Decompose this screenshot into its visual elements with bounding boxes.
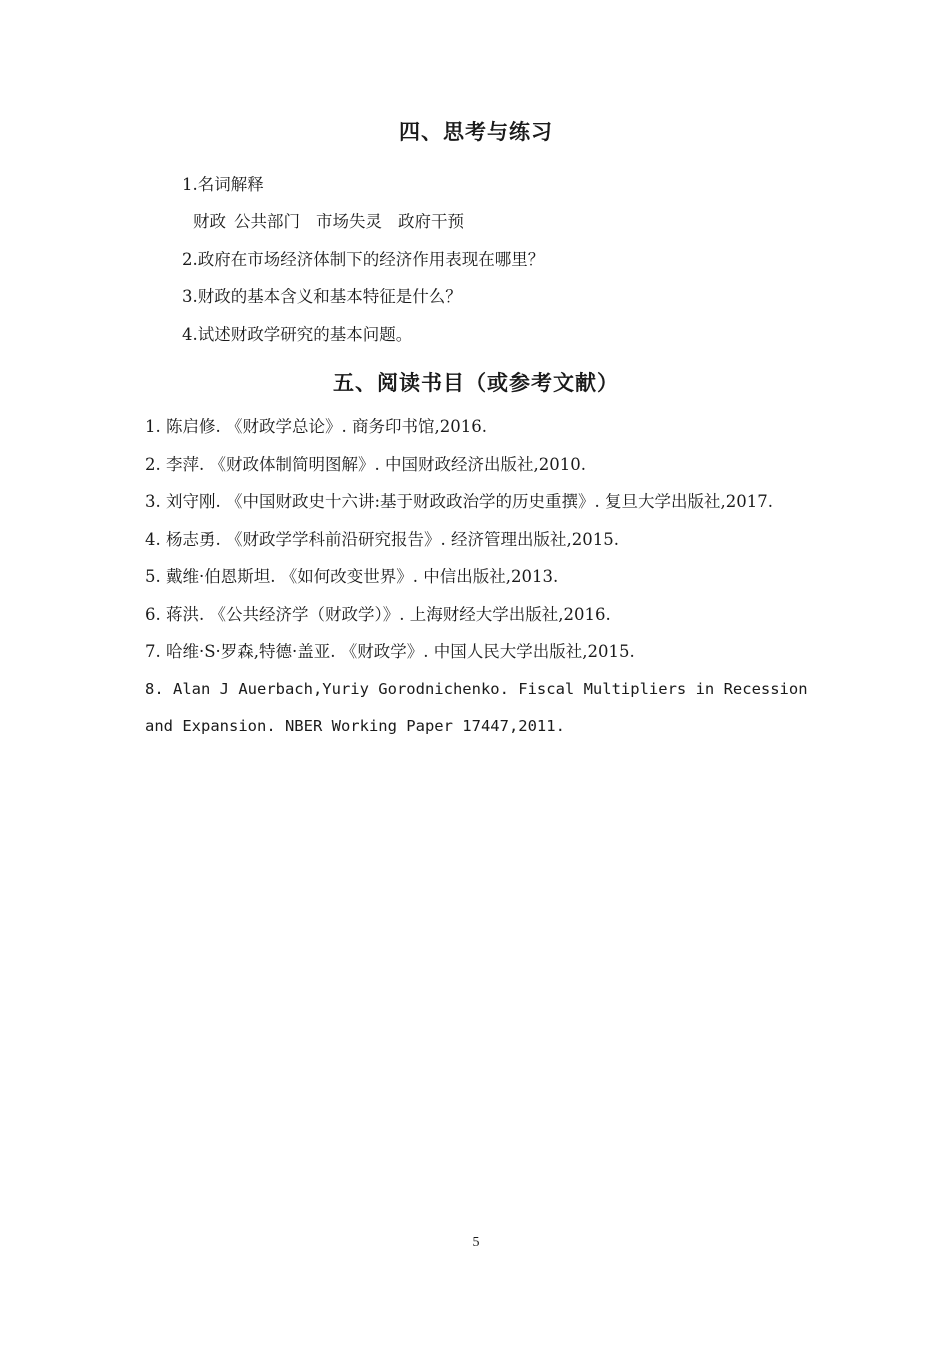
exercise-item: 1.名词解释 xyxy=(182,175,264,194)
reference-item: 2. 李萍. 《财政体制简明图解》. 中国财政经济出版社,2010. xyxy=(145,454,586,474)
reference-item: 8. Alan J Auerbach,Yuriy Gorodnichenko. Fiscal Multipliers in Recession and Expansion. NBER Working Paper 17447,2011. xyxy=(145,679,808,735)
page-number: 5 xyxy=(472,1235,480,1250)
exercise-item: 2.政府在市场经济体制下的经济作用表现在哪里？ xyxy=(182,249,545,269)
reference-list xyxy=(145,408,825,746)
reference-item: 7. 哈维·S·罗森,特德·盖亚. 《财政学》. 中国人民大学出版社,2015. xyxy=(145,642,635,661)
term-item: 财政 xyxy=(193,212,226,232)
reference-item: 6. 蒋洪. 《公共经济学（财政学）》. 上海财经大学出版社,2016. xyxy=(145,604,611,624)
term-item: 政府干预 xyxy=(398,212,464,232)
exercise-item: 3.财政的基本含义和基本特征是什么？ xyxy=(182,287,462,307)
reference-item: 3. 刘守刚. 《中国财政史十六讲:基于财政政治学的历史重撰》. 复旦大学出版社,2017. xyxy=(145,492,774,511)
reference-item: 4. 杨志勇. 《财政学学科前沿研究报告》. 经济管理出版社,2015. xyxy=(145,529,619,549)
section-heading-exercises: 四、思考与练习 xyxy=(399,120,553,144)
term-item: 公共部门 xyxy=(234,212,300,232)
term-list xyxy=(182,209,544,246)
exercise-item: 4.试述财政学研究的基本问题。 xyxy=(182,324,413,344)
term-item: 市场失灵 xyxy=(316,212,382,232)
reference-item: 1. 陈启修. 《财政学总论》. 商务印书馆,2016. xyxy=(145,417,487,436)
exercise-list xyxy=(182,172,544,359)
reference-item: 5. 戴维·伯恩斯坦. 《如何改变世界》. 中信出版社,2013. xyxy=(145,567,559,586)
section-heading-references: 五、阅读书目（或参考文献） xyxy=(333,371,619,395)
